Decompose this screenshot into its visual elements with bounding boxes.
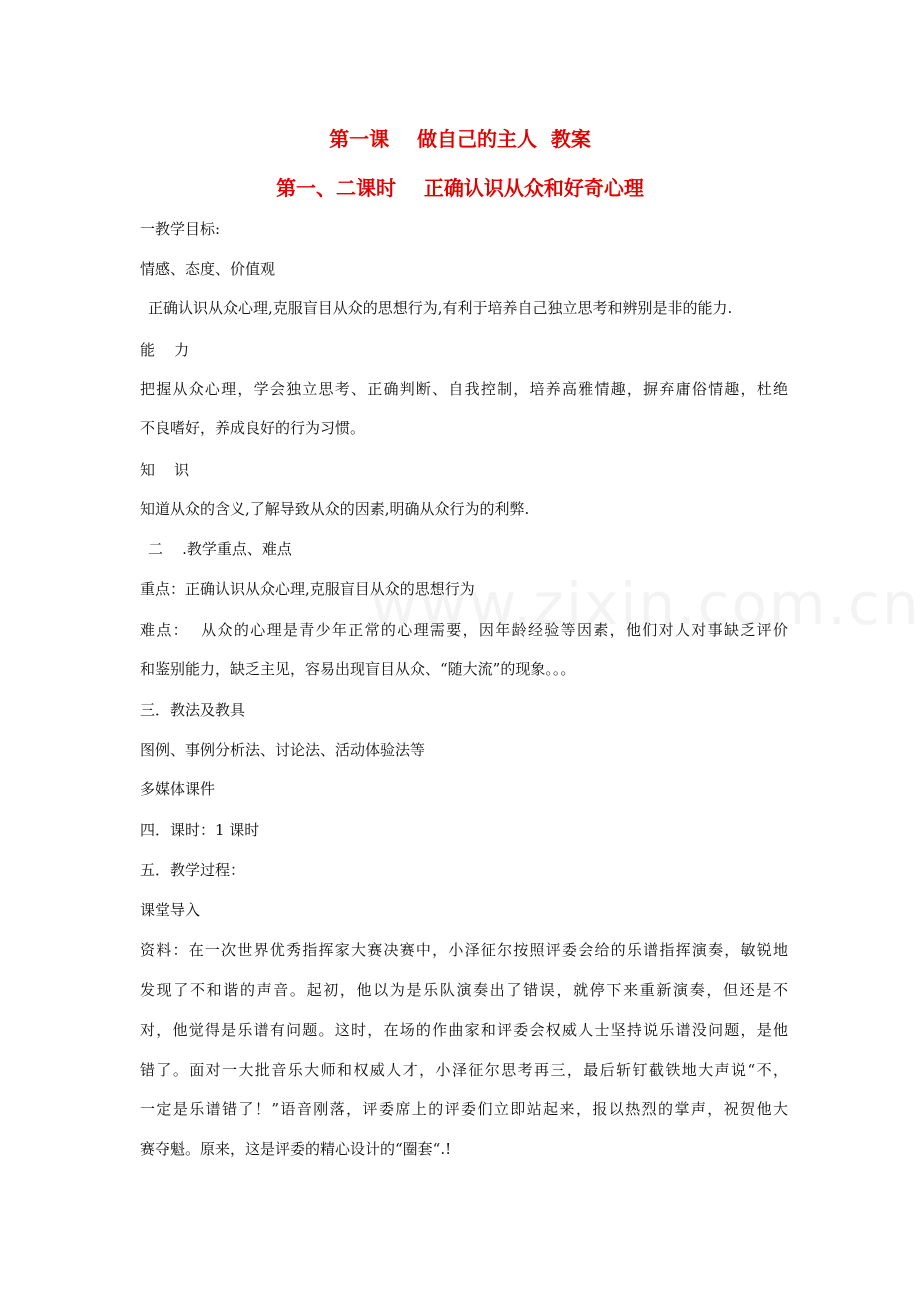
goal-ability-text-line1: 把握从众心理，学会独立思考、正确判断、自我控制，培养高雅情趣，摒弃庸俗情趣，杜绝 — [140, 380, 788, 398]
material-text-line4: 错了。面对一大批音乐大师和权威人才，小泽征尔思考再三，最后斩钉截铁地大声说“不， — [140, 1061, 788, 1079]
section-methods: 三．教法及教具 — [140, 701, 246, 719]
section-teaching-goals: 一教学目标: — [140, 220, 221, 238]
section-key-points: 二 .教学重点、难点 — [148, 540, 292, 558]
goal-knowledge-text: 知道从众的含义,了解导致从众的因素,明确从众行为的利弊. — [140, 500, 530, 518]
goal-ability-text-line2: 不良嗜好，养成良好的行为习惯。 — [140, 419, 366, 437]
material-text-line1: 资料：在一次世界优秀指挥家大赛决赛中，小泽征尔按照评委会给的乐谱指挥演奏，敏锐地 — [140, 941, 788, 959]
material-text-line6: 赛夺魁。原来，这是评委的精心设计的“圈套“.! — [140, 1140, 452, 1158]
document-title: 第一课 做自己的主人 教案 — [329, 127, 591, 151]
goal-emotion-heading: 情感、态度、价值观 — [140, 260, 276, 278]
goal-emotion-text: 正确认识从众心理,克服盲目从众的思想行为,有利于培养自己独立思考和辨别是非的能力. — [148, 299, 733, 317]
goal-ability-heading: 能 力 — [140, 341, 190, 359]
section-teaching-process: 五．教学过程： — [140, 861, 246, 879]
section-class-hours: 四．课时：1 课时 — [140, 821, 260, 839]
multimedia-text: 多媒体课件 — [140, 780, 216, 798]
document-subtitle: 第一、二课时 正确认识从众和好奇心理 — [276, 176, 644, 200]
difficulty-text-line1: 难点： 从众的心理是青少年正常的心理需要，因年龄经验等因素，他们对人对事缺乏评价 — [140, 621, 788, 639]
goal-knowledge-heading: 知 识 — [140, 461, 190, 479]
material-text-line5: 一定是乐谱错了！”语音刚落，评委席上的评委们立即站起来，报以热烈的掌声，祝贺他大 — [140, 1100, 788, 1118]
methods-text: 图例、事例分析法、讨论法、活动体验法等 — [140, 741, 426, 759]
class-intro-heading: 课堂导入 — [140, 901, 201, 919]
key-point-text: 重点：正确认识从众心理,克服盲目从众的思想行为 — [140, 580, 475, 598]
material-text-line3: 对，他觉得是乐谱有问题。这时，在场的作曲家和评委会权威人士坚持说乐谱没问题，是他 — [140, 1021, 788, 1039]
difficulty-text-line2: 和鉴别能力，缺乏主见，容易出现盲目从众、“随大流”的现象。。。 — [140, 660, 576, 678]
material-text-line2: 发现了不和谐的声音。起初，他以为是乐队演奏出了错误，就停下来重新演奏，但还是不 — [140, 981, 788, 999]
